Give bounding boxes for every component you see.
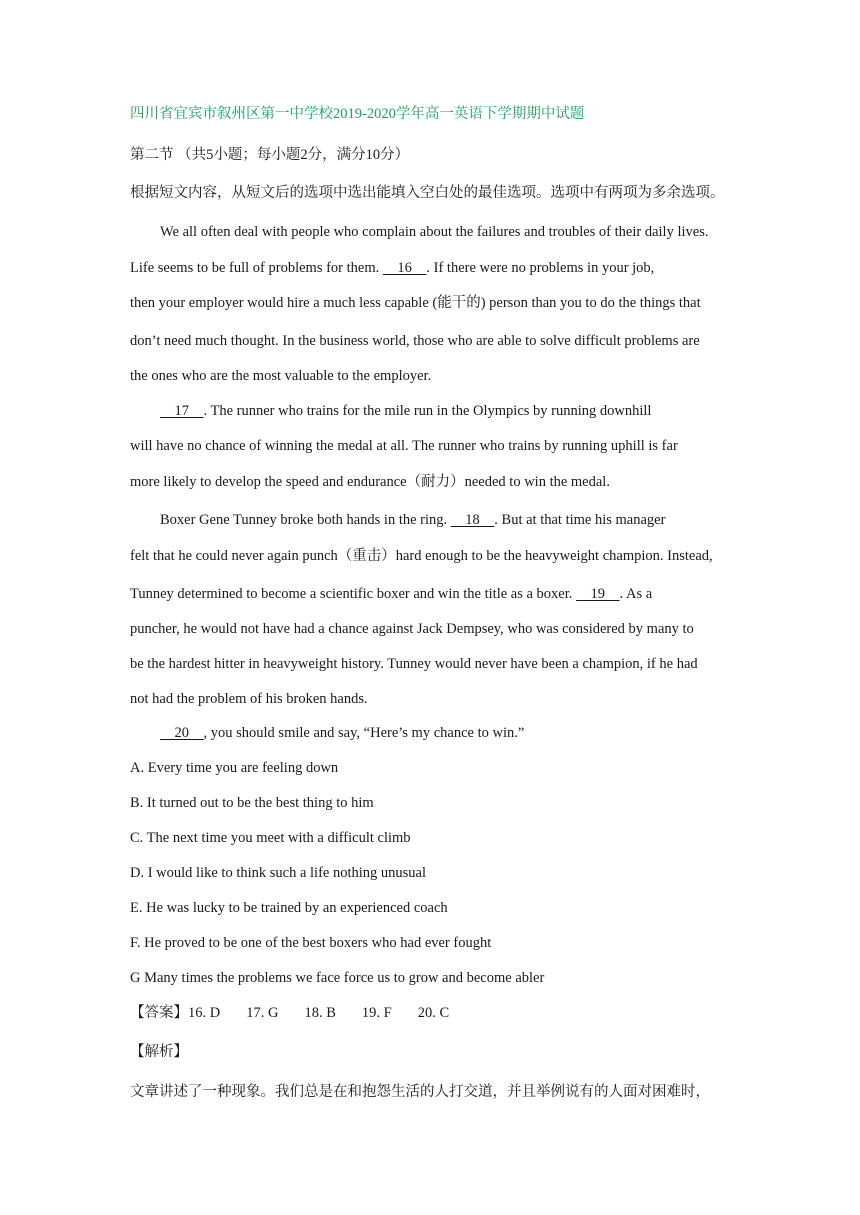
passage-line: be the hardest hitter in heavyweight history. Tunney would never have been a champion, if he had — [130, 656, 698, 672]
option-a: A. Every time you are feeling down — [130, 760, 339, 776]
option-e: E. He was lucky to be trained by an experienced coach — [130, 900, 448, 916]
option-d: D. I would like to think such a life nothing unusual — [130, 865, 427, 881]
text-span: . The runner who trains for the mile run in the Olympics by running downhill — [203, 403, 652, 419]
passage-line — [130, 258, 740, 278]
option-c: C. The next time you meet with a difficult climb — [130, 830, 411, 846]
section-heading: 第二节 （共5小题；每小题2分，满分10分） — [130, 147, 410, 163]
option-f: F. He proved to be one of the best boxers who had ever fought — [130, 935, 492, 951]
text-span: . But at that time his manager — [494, 512, 666, 528]
analysis-text: 文章讲述了一种现象。我们总是在和抱怨生活的人打交道，并且举例说有的人面对困难时， — [130, 1084, 710, 1100]
analysis-label: 【解析】 — [130, 1044, 188, 1060]
answer-item: 16. D — [188, 1005, 221, 1021]
text-span: . If there were no problems in your job, — [426, 260, 655, 276]
blank-18: 18 — [450, 512, 495, 528]
passage-line — [160, 723, 740, 743]
passage-line — [160, 510, 740, 530]
text-span: Life seems to be full of problems for them. — [130, 260, 383, 276]
blank-16: 16 — [382, 260, 427, 276]
passage-line: more likely to develop the speed and endurance（耐力）needed to win the medal. — [130, 474, 610, 490]
document-title: 四川省宜宾市叙州区第一中学校2019-2020学年高一英语下学期期中试题 — [130, 106, 585, 122]
answer-item: 17. G — [246, 1005, 279, 1021]
answer-item: 19. F — [361, 1005, 392, 1021]
blank-20: 20 — [160, 725, 204, 741]
text-span: . As a — [619, 586, 653, 602]
answer-item: 20. C — [417, 1005, 450, 1021]
blank-17: 17 — [160, 403, 204, 419]
passage-line: will have no chance of winning the medal at all. The runner who trains by running uphill is far — [130, 438, 678, 454]
passage-line: the ones who are the most valuable to the employer. — [130, 368, 432, 384]
passage-line: felt that he could never again punch（重击）hard enough to be the heavyweight champion. Instead, — [130, 548, 713, 564]
option-b: B. It turned out to be the best thing to him — [130, 795, 374, 811]
text-span: Boxer Gene Tunney broke both hands in the ring. — [160, 512, 451, 528]
passage-line — [160, 401, 740, 421]
text-span: , you should smile and say, “Here’s my chance to win.” — [203, 725, 525, 741]
text-span: Tunney determined to become a scientific boxer and win the title as a boxer. — [130, 586, 577, 602]
passage-line: don’t need much thought. In the business world, those who are able to solve difficult problems are — [130, 333, 700, 349]
passage-line: puncher, he would not have had a chance against Jack Dempsey, who was considered by many to — [130, 621, 694, 637]
blank-19: 19 — [576, 586, 620, 602]
passage-line — [130, 584, 740, 604]
passage-line: not had the problem of his broken hands. — [130, 691, 368, 707]
answer-line — [130, 1003, 740, 1023]
passage-line: We all often deal with people who complain about the failures and troubles of their daily lives. — [160, 224, 709, 240]
answer-label: 【答案】 — [130, 1005, 188, 1021]
answer-item: 18. B — [304, 1005, 336, 1021]
instruction-text: 根据短文内容，从短文后的选项中选出能填入空白处的最佳选项。选项中有两项为多余选项。 — [130, 185, 725, 201]
option-g: G Many times the problems we face force us to grow and become abler — [130, 970, 545, 986]
passage-line: then your employer would hire a much less capable (能干的) person than you to do the things that — [130, 295, 701, 311]
